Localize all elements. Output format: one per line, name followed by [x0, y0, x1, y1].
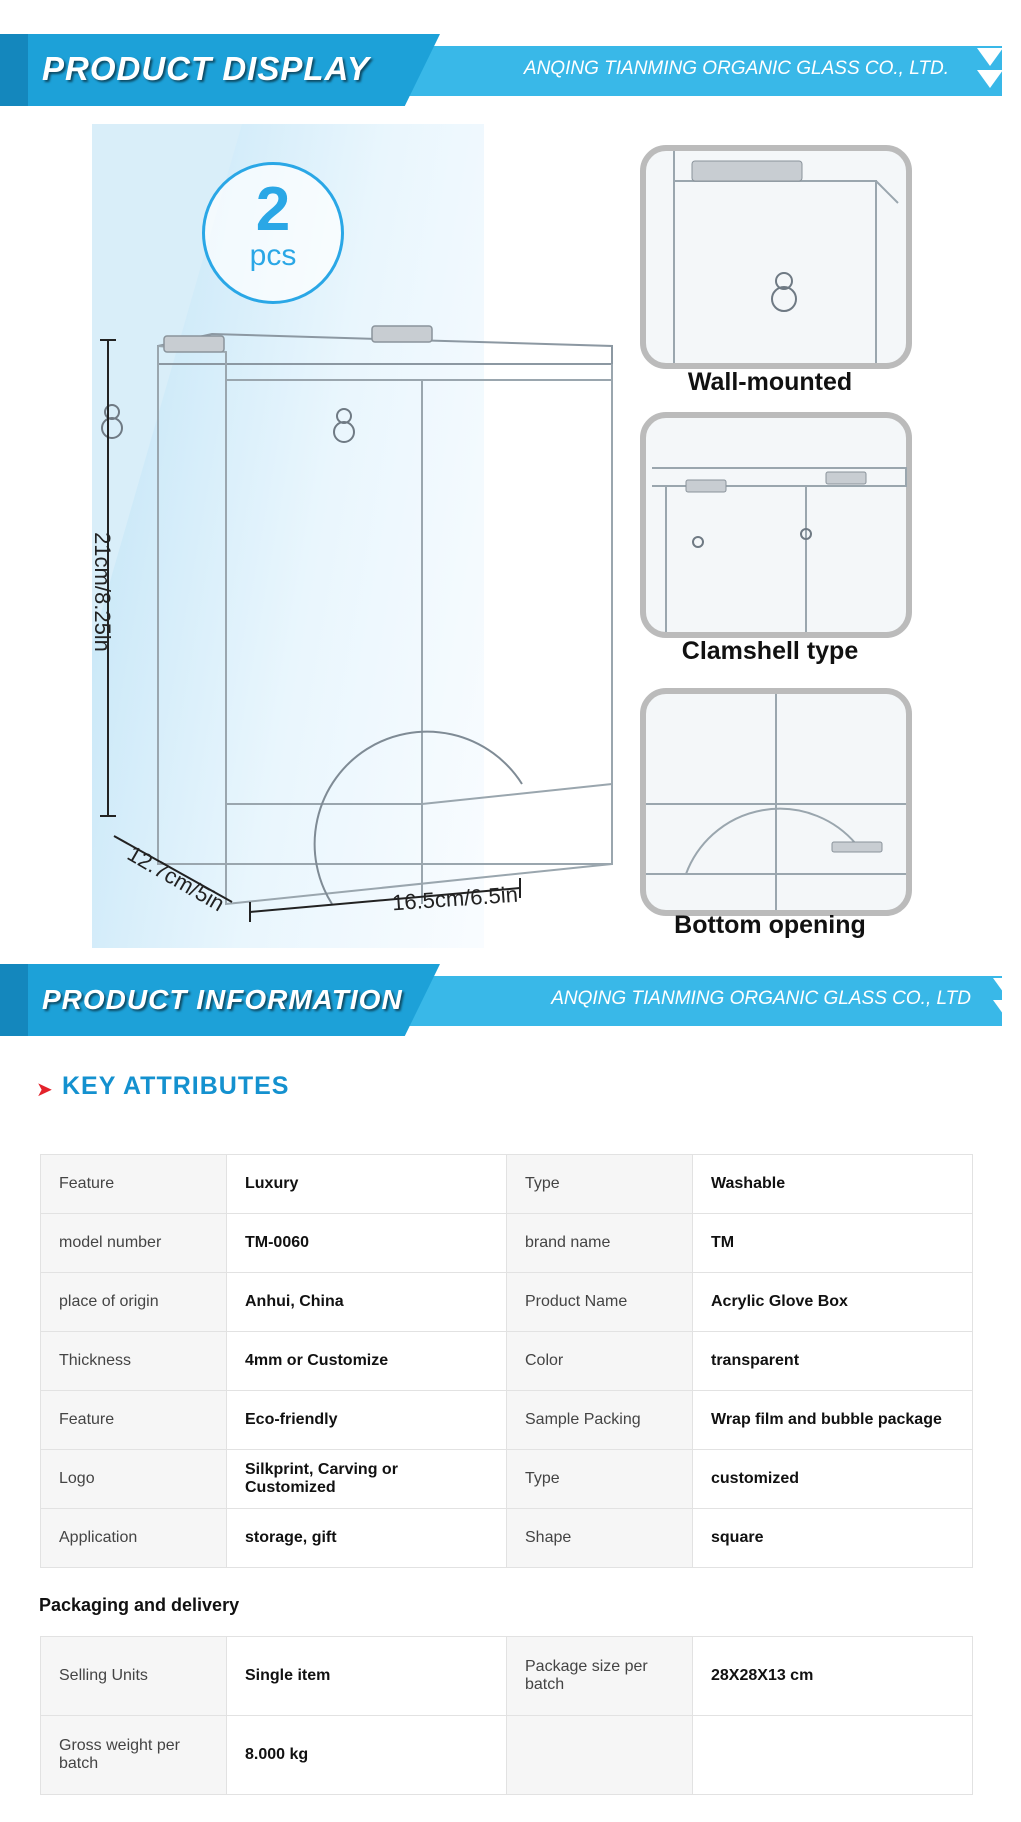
table-row — [41, 1214, 973, 1273]
attribute-value: 8.000 kg — [227, 1716, 507, 1795]
banner-company: ANQING TIANMING ORGANIC GLASS CO., LTD. — [523, 58, 949, 79]
attribute-value: customized — [693, 1450, 973, 1509]
double-chevron-down-icon — [993, 976, 1019, 1022]
banner-tab-edge — [0, 34, 28, 106]
bottom-opening-detail — [646, 694, 906, 910]
attribute-value: TM — [693, 1214, 973, 1273]
key-attributes-table — [40, 1154, 973, 1568]
table-row — [41, 1391, 973, 1450]
attribute-name: place of origin — [41, 1273, 227, 1332]
attribute-value: square — [693, 1509, 973, 1568]
attribute-name: Feature — [41, 1391, 227, 1450]
attribute-value: 28X28X13 cm — [693, 1637, 973, 1716]
width-dimension: 16.5cm/6.5in — [391, 881, 519, 916]
product-display-banner — [0, 34, 1021, 106]
height-dimension: 21cm/8.25in — [89, 532, 115, 652]
table-row — [41, 1716, 973, 1795]
quantity-unit: pcs — [249, 239, 297, 272]
table-row — [41, 1155, 973, 1214]
attribute-value: transparent — [693, 1332, 973, 1391]
thumb-bottom-opening — [640, 688, 912, 916]
depth-dimension: 12.7cm/5in — [123, 840, 229, 917]
double-chevron-down-icon — [977, 46, 1003, 92]
attribute-value: Luxury — [227, 1155, 507, 1214]
attribute-name: brand name — [507, 1214, 693, 1273]
attribute-name — [507, 1716, 693, 1795]
table-row — [41, 1273, 973, 1332]
arrow-right-icon: ➤ — [36, 1079, 53, 1101]
thumb-clamshell — [640, 412, 912, 638]
packaging-heading: Packaging and delivery — [39, 1595, 240, 1615]
attribute-name: Type — [507, 1155, 693, 1214]
thumb-label-wall-mounted: Wall-mounted — [687, 368, 853, 396]
attribute-name: Application — [41, 1509, 227, 1568]
clamshell-detail — [646, 418, 906, 632]
table-row — [41, 1332, 973, 1391]
attribute-name: Selling Units — [41, 1637, 227, 1716]
attribute-name: Gross weight per batch — [41, 1716, 227, 1795]
banner-title: PRODUCT INFORMATION — [42, 984, 403, 1015]
thumb-label-bottom-opening: Bottom opening — [674, 911, 866, 939]
packaging-table — [40, 1636, 973, 1795]
attribute-name: Package size per batch — [507, 1637, 693, 1716]
attribute-value: Washable — [693, 1155, 973, 1214]
attribute-value: 4mm or Customize — [227, 1332, 507, 1391]
attribute-value: storage, gift — [227, 1509, 507, 1568]
table-row — [41, 1637, 973, 1716]
quantity-badge — [202, 162, 344, 304]
thumb-wall-mounted — [640, 145, 912, 369]
table-row — [41, 1509, 973, 1568]
product-information-banner — [0, 964, 1021, 1036]
attribute-value: TM-0060 — [227, 1214, 507, 1273]
table-row — [41, 1450, 973, 1509]
attribute-name: Product Name — [507, 1273, 693, 1332]
attribute-value — [693, 1716, 973, 1795]
attribute-value: Wrap film and bubble package — [693, 1391, 973, 1450]
attribute-name: Sample Packing — [507, 1391, 693, 1450]
attribute-value: Single item — [227, 1637, 507, 1716]
attribute-name: Type — [507, 1450, 693, 1509]
attribute-name: Thickness — [41, 1332, 227, 1391]
banner-title: PRODUCT DISPLAY — [42, 50, 370, 87]
attribute-value: Acrylic Glove Box — [693, 1273, 973, 1332]
attribute-name: Feature — [41, 1155, 227, 1214]
quantity-number: 2 — [255, 175, 291, 244]
product-photo — [89, 124, 519, 948]
banner-company: ANQING TIANMING ORGANIC GLASS CO., LTD — [551, 988, 971, 1009]
attribute-value: Anhui, China — [227, 1273, 507, 1332]
banner-tab-edge — [0, 964, 28, 1036]
thumb-label-clamshell: Clamshell type — [681, 637, 859, 665]
attribute-name: model number — [41, 1214, 227, 1273]
attribute-name: Shape — [507, 1509, 693, 1568]
attribute-value: Eco-friendly — [227, 1391, 507, 1450]
attribute-name: Logo — [41, 1450, 227, 1509]
wall-mounted-detail — [646, 151, 906, 363]
attribute-name: Color — [507, 1332, 693, 1391]
attribute-value: Silkprint, Carving or Customized — [227, 1450, 507, 1509]
